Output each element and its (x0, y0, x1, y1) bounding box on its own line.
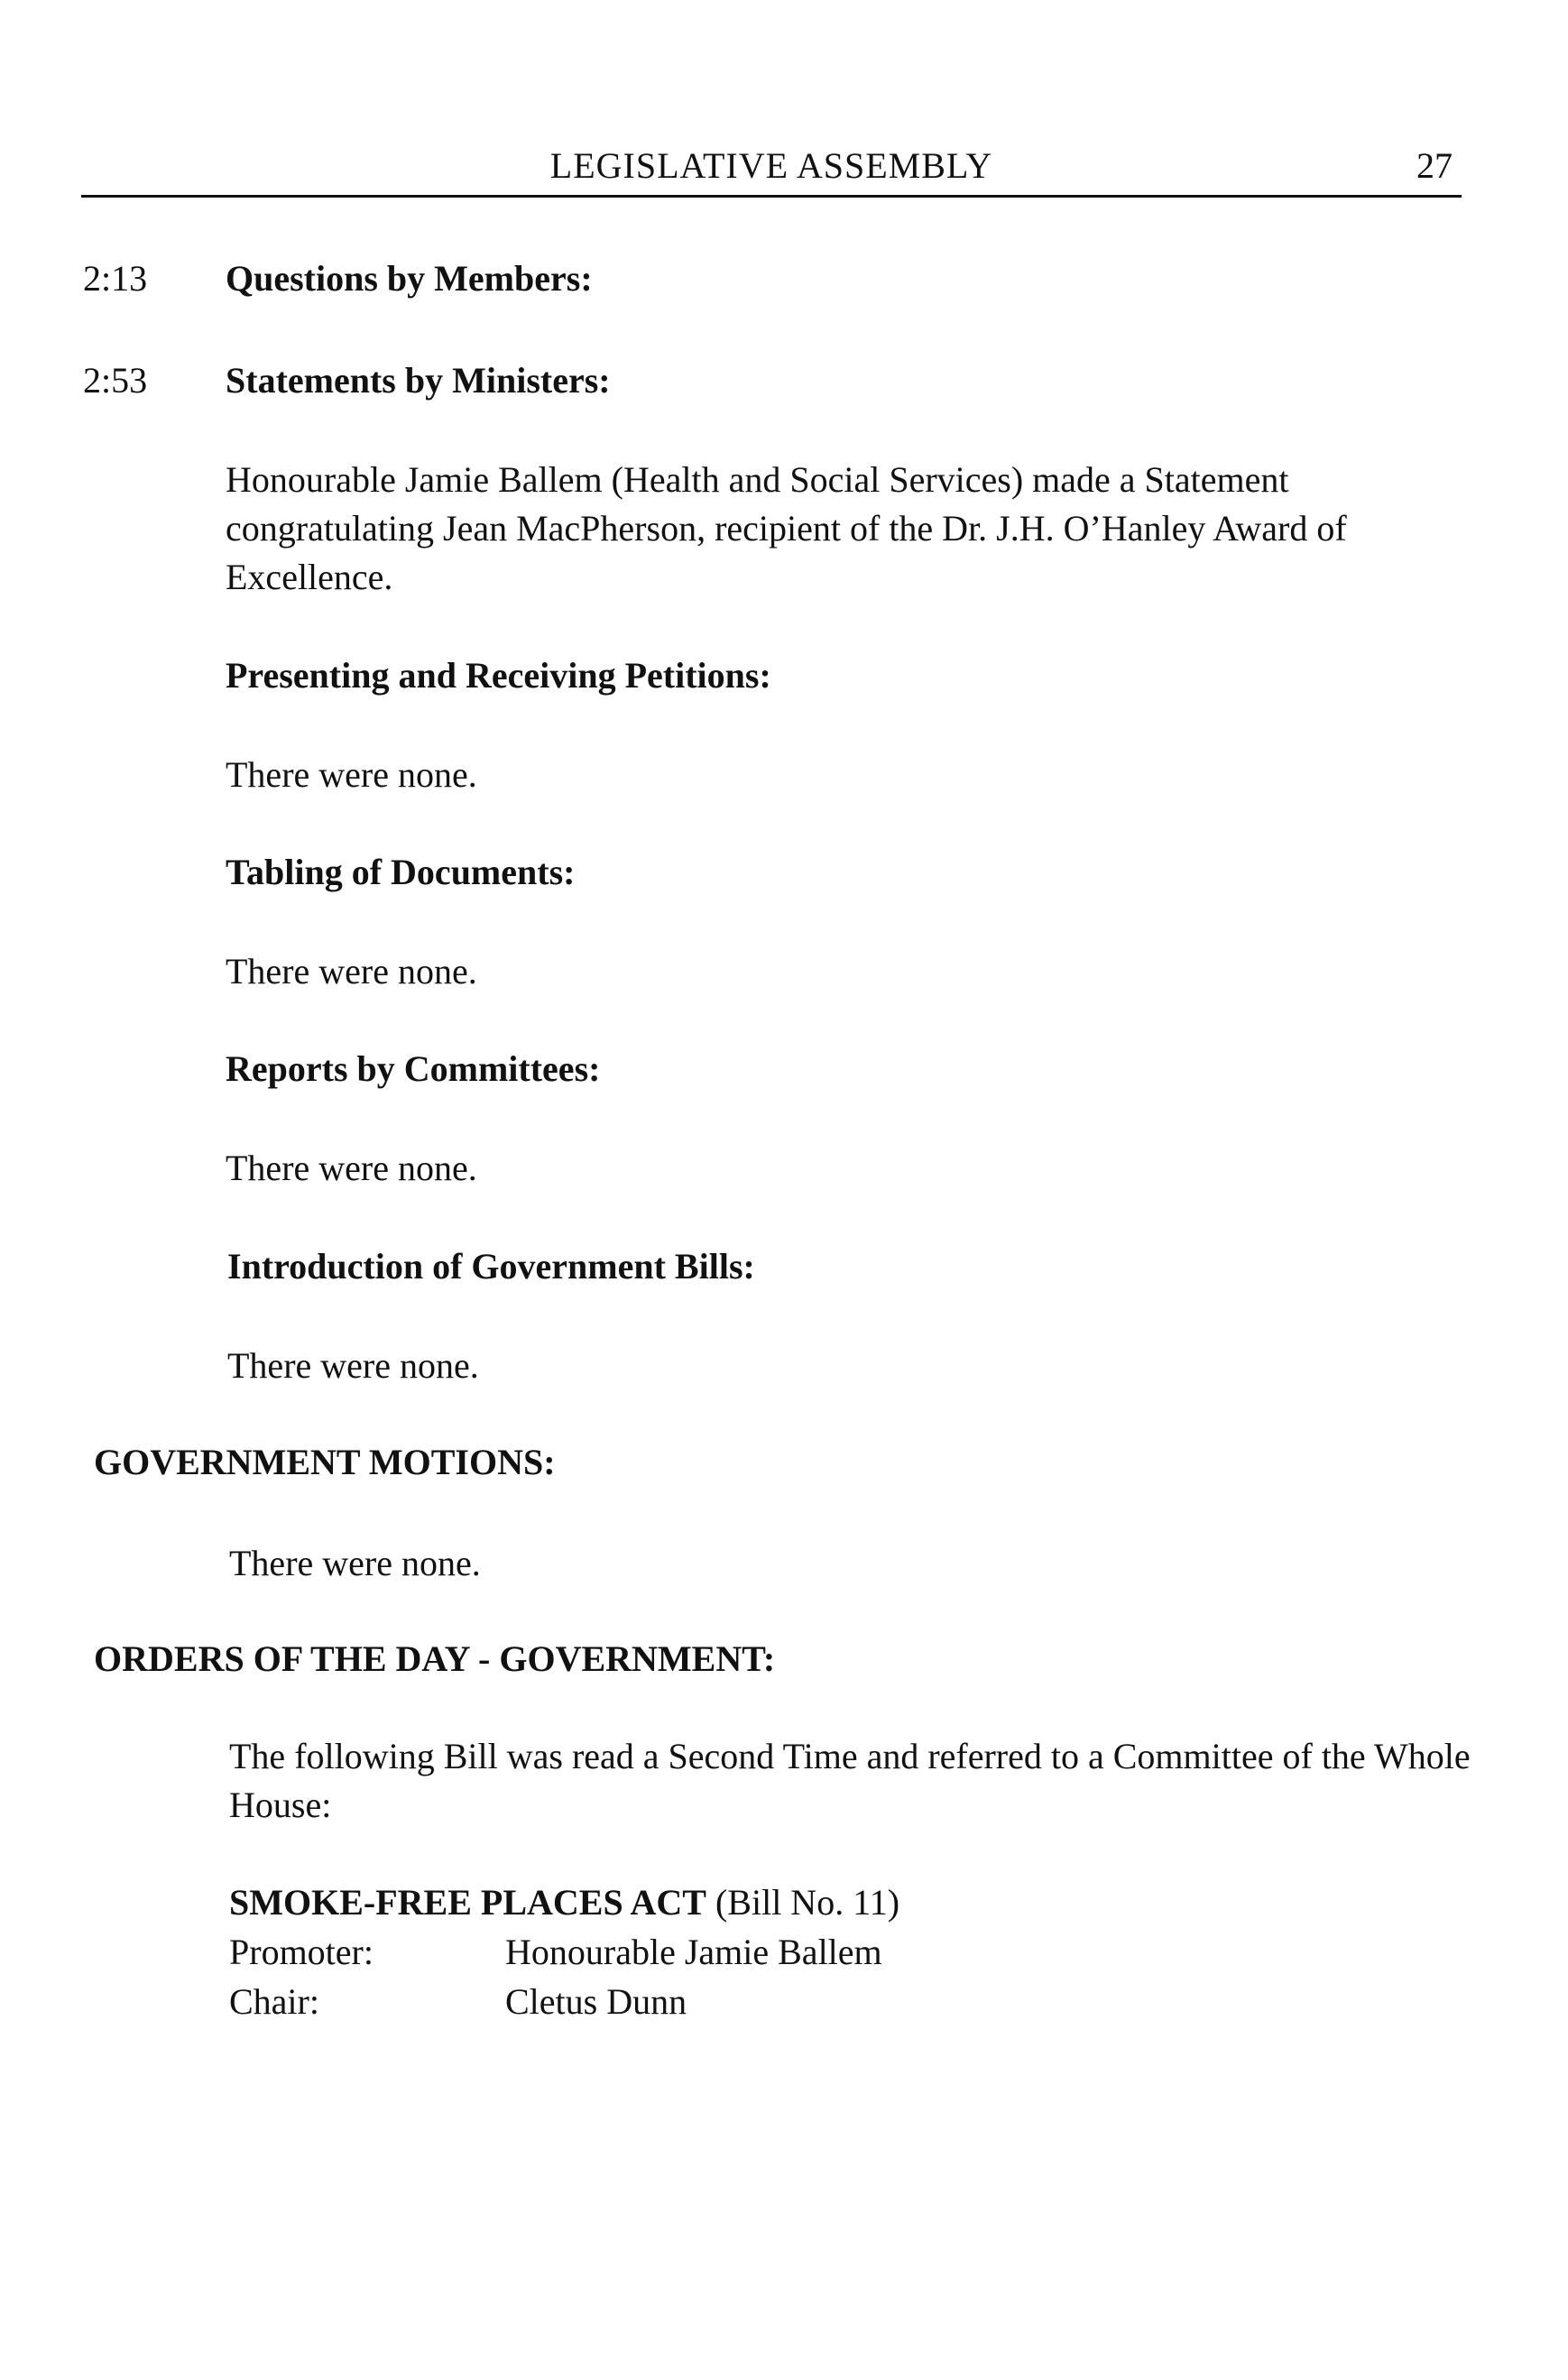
chair-label: Chair: (229, 1981, 319, 2022)
page-number: 27 (1416, 145, 1453, 186)
tabling-text: There were none. (226, 951, 477, 992)
petitions-text: There were none. (226, 754, 477, 795)
introduction-text: There were none. (227, 1345, 479, 1386)
statements-heading: Statements by Ministers: (226, 360, 611, 401)
tabling-heading: Tabling of Documents: (226, 852, 576, 892)
petitions-heading: Presenting and Receiving Petitions: (226, 655, 771, 696)
chair-value: Cletus Dunn (505, 1981, 687, 2022)
orders-text: The following Bill was read a Second Time and referred to a Committee of the Whole House: (229, 1736, 1471, 1825)
page-header (81, 144, 1462, 198)
questions-heading: Questions by Members: (226, 258, 593, 299)
orders-heading: ORDERS OF THE DAY - GOVERNMENT: (94, 1638, 776, 1679)
chair-row (229, 1980, 687, 2023)
time-stamp: 2:53 (83, 360, 148, 401)
promoter-value: Honourable Jamie Ballem (505, 1932, 882, 1972)
bill-title-line (229, 1881, 899, 1923)
reports-text: There were none. (226, 1148, 477, 1188)
header-title: LEGISLATIVE ASSEMBLY (549, 145, 993, 186)
government-motions-text: There were none. (229, 1543, 481, 1583)
government-motions-heading: GOVERNMENT MOTIONS: (94, 1442, 556, 1482)
statement-text: Honourable Jamie Ballem (Health and Social Services) made a Statement congratulating Jean MacPherson, recipient of the Dr. J.H. O’Hanley Award of Excellence. (226, 459, 1347, 597)
bill-title: SMOKE-FREE PLACES ACT (229, 1882, 706, 1923)
introduction-heading: Introduction of Government Bills: (227, 1246, 755, 1287)
reports-heading: Reports by Committees: (226, 1048, 601, 1089)
bill-number: (Bill No. 11) (715, 1882, 900, 1923)
time-stamp: 2:13 (83, 258, 148, 299)
promoter-row (229, 1931, 882, 1973)
promoter-label: Promoter: (229, 1932, 374, 1972)
